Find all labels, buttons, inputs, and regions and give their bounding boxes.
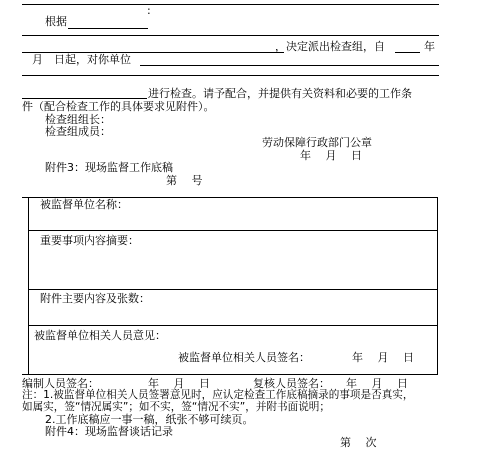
inspection-blank — [22, 98, 147, 99]
unit-blank — [140, 65, 439, 66]
unit-name-label: 被监督单位名称： — [40, 198, 128, 211]
signature-date: 年 月 日 — [352, 351, 414, 364]
basis-blank — [68, 28, 148, 29]
summary-label: 重要事项内容摘要： — [40, 234, 139, 247]
table-right-border — [437, 197, 438, 374]
inspection-text-cont: 件（配合检查工作的具体要求见附件）。 — [22, 100, 215, 113]
table-left-border — [28, 197, 29, 374]
colon-mark: : — [147, 4, 151, 17]
reviewer-label: 复核人员签名： — [253, 377, 330, 390]
start-year-blank — [395, 52, 420, 53]
members-label: 检查组成员： — [45, 125, 111, 138]
attachment4-title: 附件4：现场监督谈话记录 — [45, 425, 173, 438]
inspection-text: 进行检查。请予配合，并提供有关资料和必要的工作条 — [148, 87, 412, 100]
blank-line — [22, 75, 439, 76]
note2: 2.工作底稿应一事一稿，纸张不够可续页。 — [45, 413, 254, 426]
basis-label: 根据 — [45, 15, 67, 28]
table-bottom-border — [22, 374, 438, 375]
seal-date: 年 月 日 — [300, 149, 362, 162]
start-date-text: 月 日起，对你单位 — [32, 53, 131, 66]
note1-line1: 注：1.被监督单位相关人员签署意见时，应认定检查工作底稿摘录的事项是否真实， — [22, 389, 414, 401]
attachments-label: 附件主要内容及张数： — [40, 292, 150, 305]
seal-text: 劳动保障行政部门公章 — [262, 136, 372, 149]
reviewer-date: 年 月 日 — [346, 377, 408, 390]
blank-line — [22, 35, 439, 36]
row-divider — [28, 289, 437, 290]
attachment3-number: 第 号 — [166, 174, 203, 187]
attachment3-title: 附件3：现场监督工作底稿 — [45, 161, 173, 174]
dispatch-text: ，决定派出检查组，自 — [275, 40, 385, 53]
attachment4-number: 第 次 — [340, 436, 377, 449]
opinion-label: 被监督单位相关人员意见： — [34, 329, 166, 342]
row-divider — [28, 230, 437, 231]
preparer-date: 年 月 日 — [148, 377, 210, 390]
signature-label: 被监督单位相关人员签名： — [178, 351, 310, 364]
row-divider — [28, 325, 437, 326]
start-year-label: 年 — [424, 40, 435, 53]
leader-label: 检查组组长： — [45, 113, 111, 126]
top-rule — [22, 4, 439, 5]
preparer-label: 编制人员签名： — [22, 377, 99, 390]
note1-line2: 如属实，签“情况属实”；如不实，签“情况不实”，并附书面说明； — [22, 401, 330, 413]
